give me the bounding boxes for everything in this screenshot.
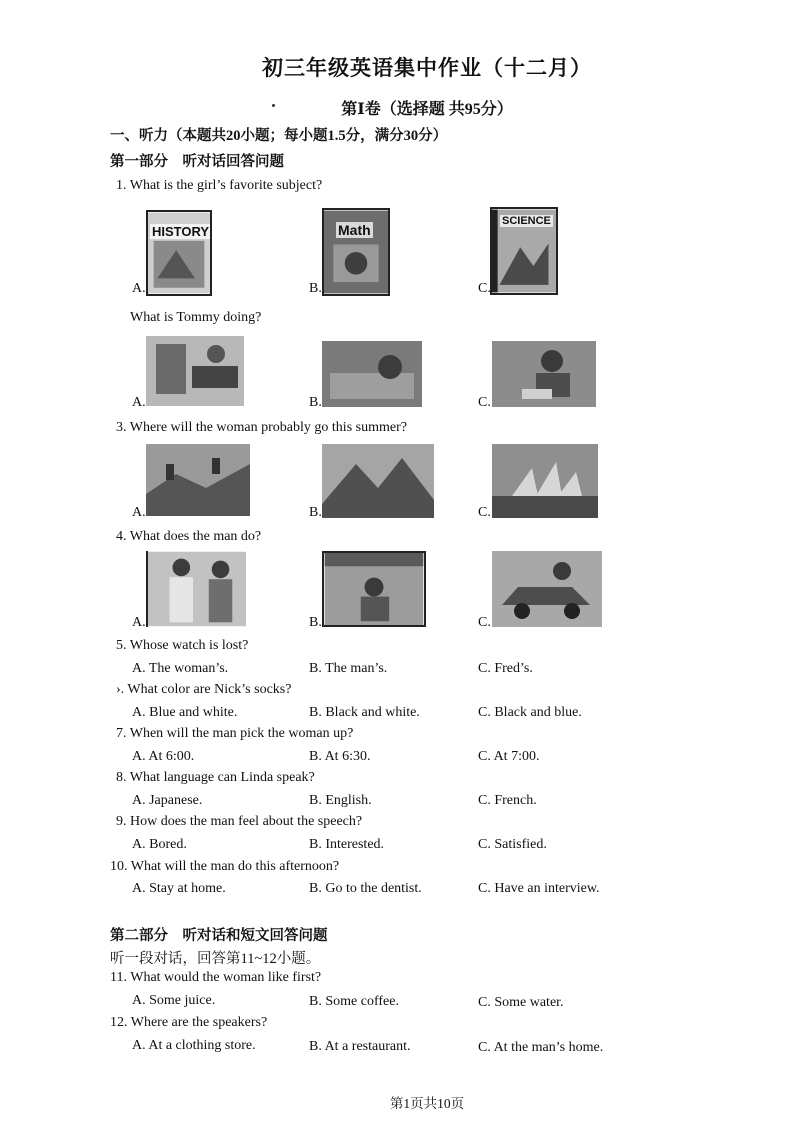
- option-b: B. Some coffee.: [309, 994, 399, 1009]
- option-c: C. Satisfied.: [478, 837, 547, 852]
- page-number: 第1页共10页: [389, 1096, 465, 1111]
- great-wall-icon: [146, 444, 250, 516]
- option-b: B. English.: [309, 793, 372, 808]
- playing-piano-icon: [146, 336, 244, 406]
- book-title: SCIENCE: [502, 215, 551, 227]
- option-letter: B.: [309, 505, 322, 520]
- option-letter: C.: [478, 505, 491, 520]
- question-1: 1. What is the girl’s favorite subject?: [116, 178, 323, 193]
- question-6: ›. What color are Nick’s socks?: [116, 682, 292, 697]
- mountain-icon: [322, 444, 434, 518]
- part-heading-2: 第二部分 听对话和短文回答问题: [110, 928, 328, 944]
- instruction: 听一段对话，回答第11~12小题。: [110, 951, 321, 967]
- page-title: 初三年级英语集中作业（十二月）: [262, 56, 592, 80]
- option-c: C. French.: [478, 793, 537, 808]
- option-a: A. The woman’s.: [132, 661, 229, 676]
- option-a: A. Blue and white.: [132, 705, 238, 720]
- question-9: 9. How does the man feel about the speech?: [116, 814, 363, 829]
- option-a: A. Some juice.: [132, 993, 216, 1008]
- book-title: HISTORY: [152, 224, 210, 239]
- paper-subtitle: 第Ⅰ卷（选择题 共95分）: [341, 101, 513, 118]
- question-3: 3. Where will the woman probably go this summer?: [116, 420, 407, 435]
- option-c: C. Fred’s.: [478, 661, 533, 676]
- option-letter: C.: [478, 395, 491, 410]
- history-book-icon: [146, 210, 212, 296]
- question-10: 10. What will the man do this afternoon?: [110, 859, 340, 874]
- option-letter: A.: [132, 281, 146, 296]
- option-letter: A.: [132, 395, 146, 410]
- opera-house-icon: [492, 444, 598, 518]
- sleeping-icon: [322, 341, 422, 407]
- reading-icon: [492, 341, 596, 407]
- worker-icon: [322, 551, 426, 627]
- question-2: What is Tommy doing?: [130, 310, 262, 325]
- section-heading: 一、听力（本题共20小题；每小题1.5分，满分30分）: [110, 128, 448, 144]
- question-12: 12. Where are the speakers?: [110, 1015, 268, 1030]
- option-a: A. Bored.: [132, 837, 187, 852]
- option-c: C. Black and blue.: [478, 705, 582, 720]
- option-b: B. Go to the dentist.: [309, 881, 422, 896]
- question-7: 7. When will the man pick the woman up?: [116, 726, 354, 741]
- option-b: B. At 6:30.: [309, 749, 371, 764]
- question-8: 8. What language can Linda speak?: [116, 770, 315, 785]
- option-a: A. At 6:00.: [132, 749, 195, 764]
- option-letter: C.: [478, 281, 491, 296]
- option-b: B. Interested.: [309, 837, 385, 852]
- option-b: B. The man’s.: [309, 661, 388, 676]
- science-book-icon: [490, 207, 558, 295]
- option-c: C. At the man’s home.: [478, 1040, 604, 1055]
- question-5: 5. Whose watch is lost?: [116, 638, 249, 653]
- option-letter: A.: [132, 615, 146, 630]
- option-letter: A.: [132, 505, 146, 520]
- option-letter: B.: [309, 395, 322, 410]
- driver-icon: [492, 551, 602, 627]
- option-a: A. At a clothing store.: [132, 1038, 256, 1053]
- option-b: B. Black and white.: [309, 705, 420, 720]
- option-c: C. At 7:00.: [478, 749, 540, 764]
- option-c: C. Have an interview.: [478, 881, 600, 896]
- option-a: A. Stay at home.: [132, 881, 226, 896]
- question-4: 4. What does the man do?: [116, 529, 262, 544]
- option-letter: B.: [309, 281, 322, 296]
- book-title: Math: [338, 222, 371, 238]
- doctor-icon: [146, 551, 246, 627]
- option-letter: B.: [309, 615, 322, 630]
- option-letter: C.: [478, 615, 491, 630]
- math-book-icon: [322, 208, 390, 296]
- part-heading-1: 第一部分 听对话回答问题: [110, 154, 284, 170]
- option-b: B. At a restaurant.: [309, 1039, 411, 1054]
- question-11: 11. What would the woman like first?: [110, 970, 322, 985]
- option-a: A. Japanese.: [132, 793, 203, 808]
- option-c: C. Some water.: [478, 995, 564, 1010]
